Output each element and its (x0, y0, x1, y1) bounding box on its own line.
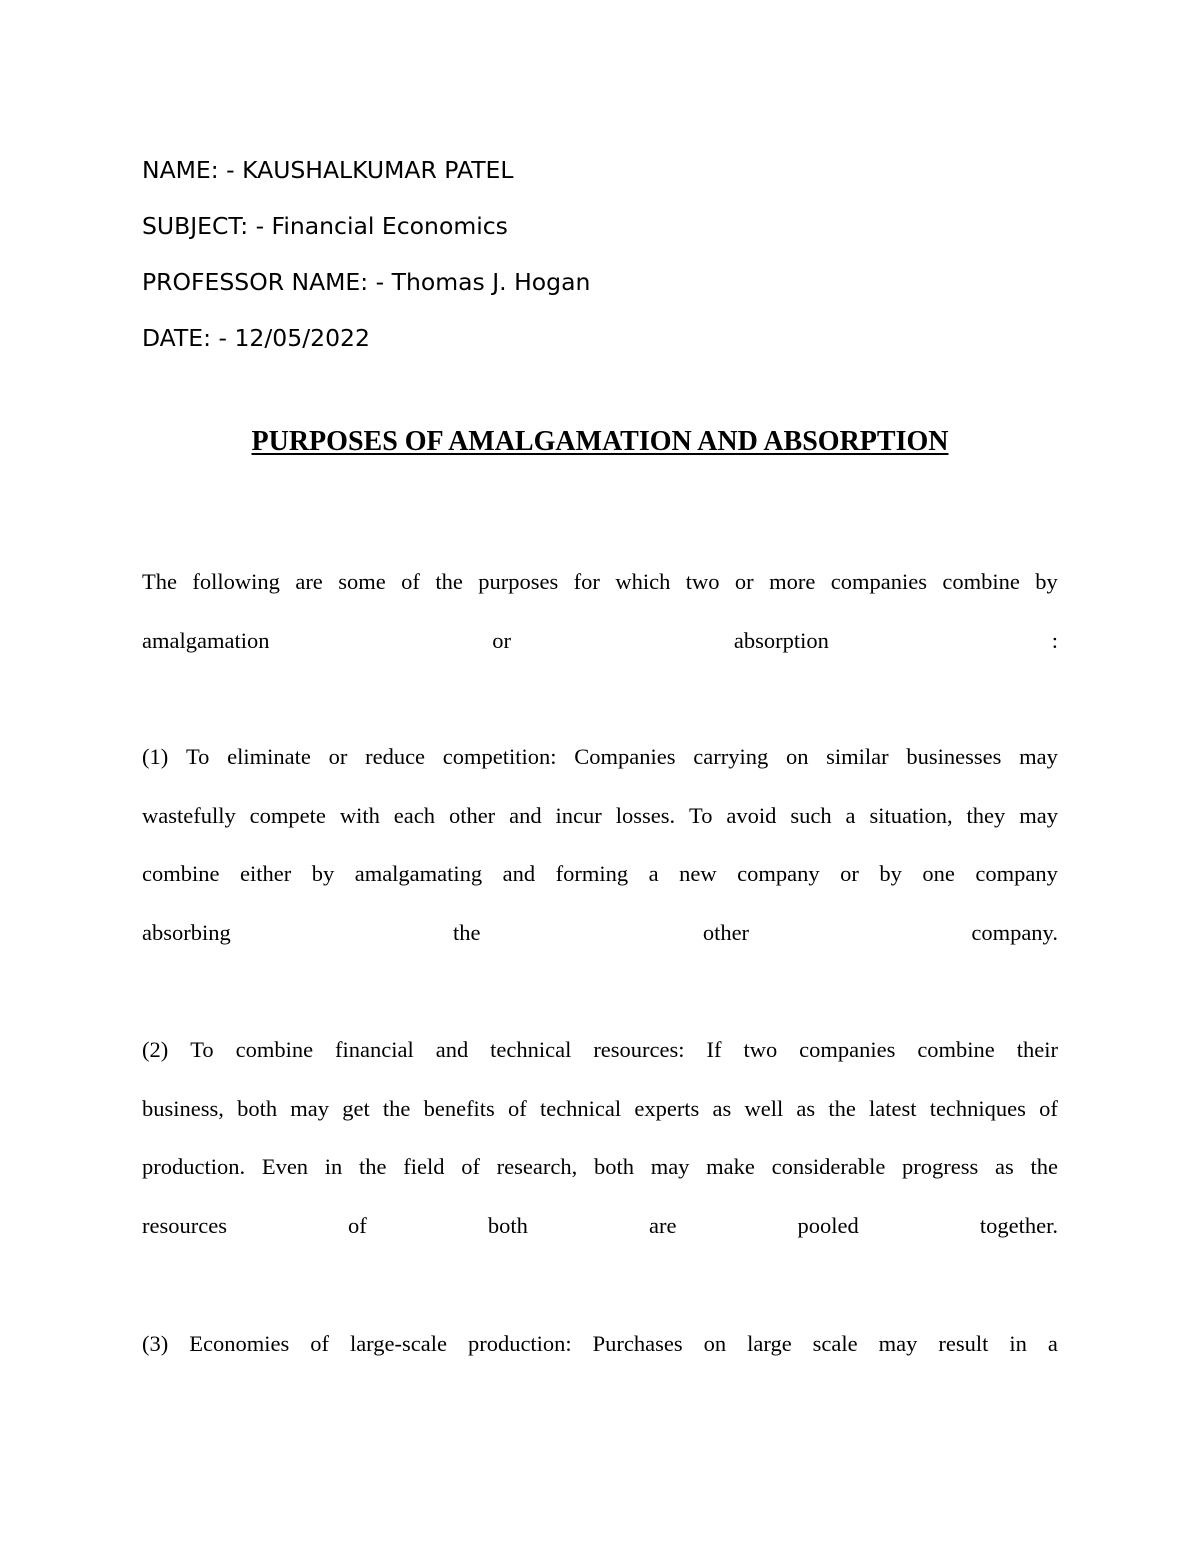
word: considerable (771, 1154, 886, 1180)
word: are (295, 569, 323, 594)
paragraph-line (142, 1197, 1058, 1256)
word: each (393, 802, 435, 828)
word: companies (799, 1037, 896, 1062)
point-1-paragraph (142, 728, 1058, 962)
word: businesses (906, 744, 1002, 769)
word: absorbing (142, 919, 231, 945)
word: Even (261, 1154, 309, 1180)
word: Companies (574, 744, 676, 769)
student-info-block (142, 142, 1062, 366)
paragraph-line (142, 904, 1058, 963)
word: by (879, 861, 902, 887)
word: a (1047, 1331, 1058, 1356)
word: carrying (693, 744, 769, 769)
word: following (192, 569, 280, 594)
word: or (734, 569, 754, 594)
word: If (706, 1037, 722, 1062)
word: field (403, 1154, 445, 1180)
word: competition: (442, 744, 557, 769)
word: some (338, 569, 386, 594)
word: other (448, 802, 496, 828)
word: such (790, 802, 832, 828)
word: or (328, 744, 348, 769)
paragraph-line (142, 1080, 1058, 1139)
word: new (679, 861, 717, 887)
word: get (342, 1095, 370, 1121)
word: amalgamation (142, 627, 270, 653)
word: their (1016, 1037, 1058, 1062)
word: Economies (189, 1331, 290, 1356)
word: benefits (423, 1095, 495, 1121)
word: may (878, 1331, 918, 1356)
word: production: (467, 1331, 572, 1356)
word: absorption (733, 627, 829, 653)
word: the (359, 1154, 387, 1180)
word: pooled (797, 1212, 859, 1238)
word: may (1019, 802, 1058, 828)
word: of (310, 1331, 329, 1356)
word: large (747, 1331, 792, 1356)
word: experts (634, 1095, 700, 1121)
word: of (461, 1154, 480, 1180)
word: the (435, 569, 463, 594)
word: resources: (593, 1037, 685, 1062)
word: latest (869, 1095, 917, 1121)
word: purposes (478, 569, 559, 594)
word: losses. (615, 802, 676, 828)
word: may (290, 1095, 330, 1121)
student-name-line: NAME: - KAUSHALKUMAR PATEL (142, 156, 514, 184)
word: : (1051, 627, 1058, 653)
paragraph-line (142, 1138, 1058, 1197)
word: a (648, 861, 659, 887)
word: forming (555, 861, 629, 887)
word: the (828, 1095, 856, 1121)
word: combine (917, 1037, 995, 1062)
word: both (593, 1154, 634, 1180)
word: and (502, 861, 536, 887)
word: combine (142, 861, 220, 887)
paragraph-line (142, 845, 1058, 904)
word: together. (979, 1212, 1058, 1238)
word: which (615, 569, 671, 594)
word: as (712, 1095, 732, 1121)
word: and (509, 802, 542, 828)
word: one (922, 861, 955, 887)
word: both (487, 1212, 528, 1238)
word: company. (971, 919, 1058, 945)
date-line: DATE: - 12/05/2022 (142, 324, 370, 352)
word: the (453, 919, 481, 945)
word: progress (902, 1154, 979, 1180)
word: resources (142, 1212, 227, 1238)
paragraph-line (142, 612, 1058, 671)
word: technical (490, 1037, 572, 1062)
word: may (650, 1154, 690, 1180)
document-title: PURPOSES OF AMALGAMATION AND ABSORPTION (251, 426, 949, 457)
word: avoid (726, 802, 777, 828)
word: techniques (929, 1095, 1026, 1121)
subject-line: SUBJECT: - Financial Economics (142, 212, 508, 240)
word: reduce (365, 744, 426, 769)
word: of (508, 1095, 527, 1121)
intro-paragraph (142, 553, 1058, 670)
word: scale (812, 1331, 858, 1356)
point-3-paragraph (142, 1315, 1058, 1374)
word: are (648, 1212, 677, 1238)
word: To (185, 744, 210, 769)
word: by (1035, 569, 1058, 594)
word: the (382, 1095, 411, 1121)
word: in (324, 1154, 343, 1180)
word: compete (249, 802, 326, 828)
paragraph-line (142, 1315, 1058, 1374)
word: may (1019, 744, 1058, 769)
word: eliminate (227, 744, 311, 769)
word: the (1030, 1154, 1058, 1180)
paragraph-line (142, 787, 1058, 846)
word: similar (826, 744, 889, 769)
point-2-paragraph (142, 1021, 1058, 1255)
word: more (769, 569, 816, 594)
word: The (142, 569, 177, 594)
word: production. (142, 1154, 246, 1180)
word: well (744, 1095, 784, 1121)
word: business, (142, 1095, 224, 1121)
word: companies (830, 569, 927, 594)
word: of (401, 569, 420, 594)
word: make (706, 1154, 755, 1180)
word: a (845, 802, 856, 828)
word: company (975, 861, 1058, 887)
word: To (689, 802, 713, 828)
word: amalgamating (354, 861, 483, 887)
word: and (435, 1037, 469, 1062)
word: or (492, 627, 512, 653)
paragraph-line (142, 1021, 1058, 1080)
word: in (1009, 1331, 1027, 1356)
word: as (994, 1154, 1014, 1180)
word: (2) (142, 1037, 169, 1062)
word: company (737, 861, 820, 887)
word: wastefully (142, 802, 236, 828)
word: by (311, 861, 335, 887)
word: other (702, 919, 750, 945)
word: (1) (142, 744, 169, 769)
word: combine (235, 1037, 314, 1062)
word: as (796, 1095, 816, 1121)
word: Purchases (592, 1331, 683, 1356)
word: two (743, 1037, 778, 1062)
professor-name-line: PROFESSOR NAME: - Thomas J. Hogan (142, 268, 591, 296)
word: both (237, 1095, 278, 1121)
word: To (190, 1037, 214, 1062)
word: (3) (142, 1331, 169, 1356)
word: for (573, 569, 600, 594)
paragraph-line (142, 553, 1058, 612)
word: on (703, 1331, 727, 1356)
word: technical (539, 1095, 622, 1121)
word: or (840, 861, 859, 887)
word: with (339, 802, 380, 828)
word: situation, (869, 802, 953, 828)
word: of (348, 1212, 367, 1238)
word: research, (496, 1154, 578, 1180)
word: they (966, 802, 1006, 828)
word: financial (335, 1037, 414, 1062)
word: large-scale (349, 1331, 447, 1356)
word: of (1039, 1095, 1058, 1121)
word: incur (555, 802, 602, 828)
word: on (785, 744, 809, 769)
word: combine (942, 569, 1020, 594)
word: either (239, 861, 292, 887)
word: result (938, 1331, 989, 1356)
paragraph-line (142, 728, 1058, 787)
word: two (685, 569, 720, 594)
